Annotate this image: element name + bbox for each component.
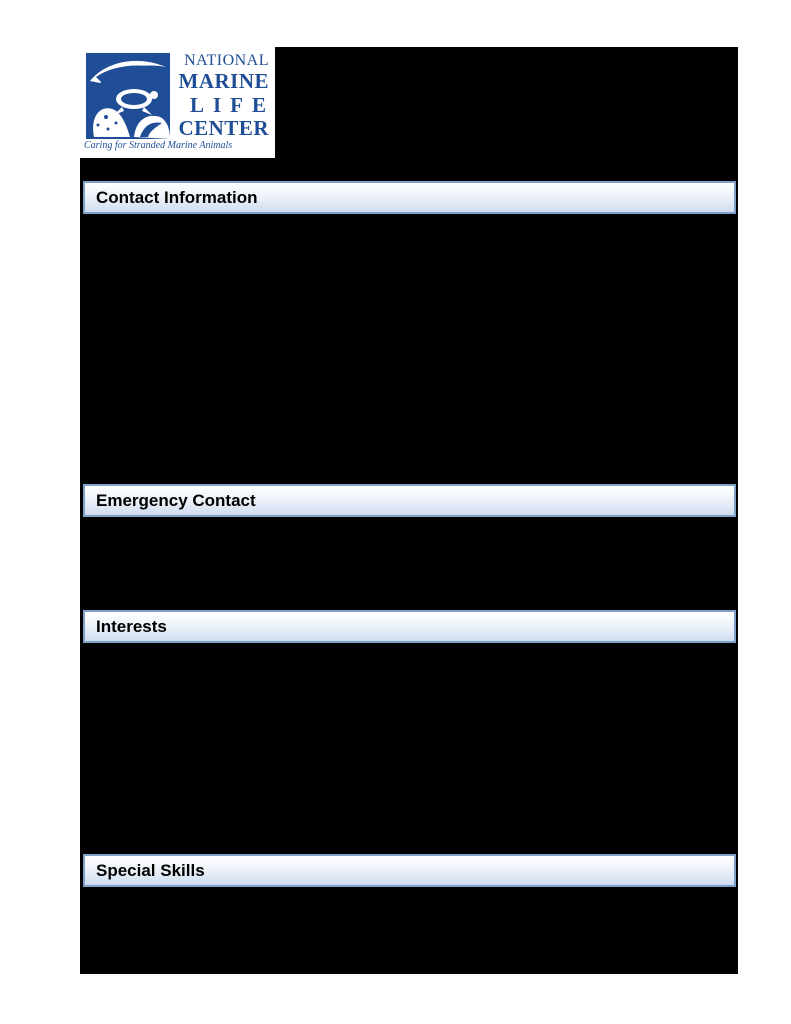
section-header-emergency: [83, 484, 736, 517]
section-title-emergency: Emergency Contact: [96, 490, 256, 510]
marine-animals-logo-icon: [86, 53, 170, 139]
logo-text-center: CENTER: [178, 116, 269, 140]
logo-text-marine: MARINE: [178, 69, 269, 93]
section-header-skills: [83, 854, 736, 887]
section-title-contact: Contact Information: [96, 187, 258, 207]
section-header-interests: [83, 610, 736, 643]
logo-tagline: Caring for Stranded Marine Animals: [84, 140, 233, 151]
section-title-skills: Special Skills: [96, 860, 205, 880]
section-title-interests: Interests: [96, 616, 167, 636]
section-header-contact: [83, 181, 736, 214]
logo-text-life: LIFE: [189, 93, 275, 117]
logo: [80, 47, 275, 158]
logo-text-national: NATIONAL: [184, 52, 269, 69]
